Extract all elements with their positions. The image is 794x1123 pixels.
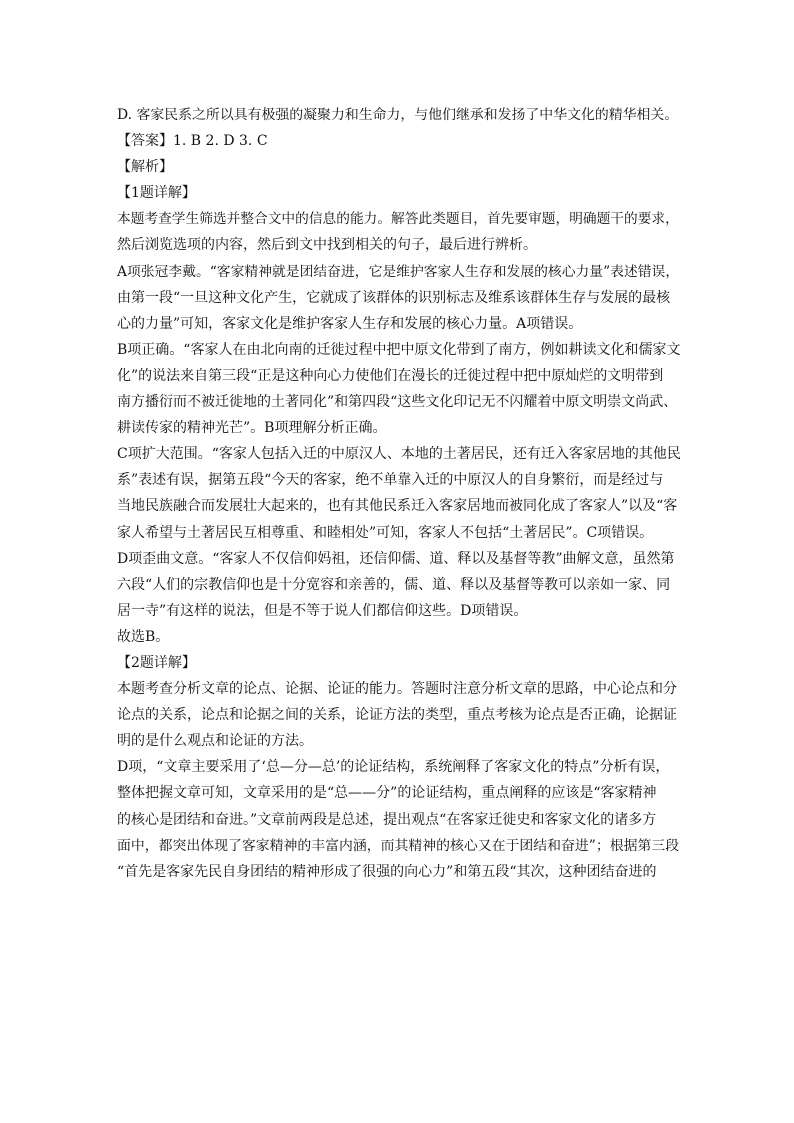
text-line: 耕读传家的精神光芒”。B项理解分析正确。: [117, 420, 387, 437]
text-line: 系”表述有误，据第五段“今天的客家，绝不单靠入迁的中原汉人的自身繁衍，而是经过与: [117, 472, 664, 489]
text-line: 的核心是团结和奋进。”文章前两段是总述，提出观点“在客家迁徙史和客家文化的诸多方: [117, 811, 657, 828]
option-d-line: D. 客家民系之所以具有极强的凝聚力和生命力，与他们继承和发扬了中华文化的精华相关。: [117, 107, 679, 123]
conclusion-line: 故选B。: [117, 628, 170, 645]
q1-heading: 【1题详解】: [117, 185, 196, 202]
text-line: 心的力量”可知，客家文化是维护客家人生存和发展的核心力量。A项错误。: [117, 315, 583, 332]
text-line: 家人希望与土著居民互相尊重、和睦相处”可知，客家人不包括“土著居民”。C项错误。: [117, 524, 654, 541]
text-line: 居一寺”有这样的说法，但是不等于说人们都信仰这些。D项错误。: [117, 602, 528, 619]
text-line: D项，“文章主要采用了‘总—分—总’的论证结构，系统阐释了客家文化的特点”分析有误，: [117, 759, 670, 776]
text-line: 本题考查学生筛选并整合文中的信息的能力。解答此类题目，首先要审题，明确题干的要求，: [117, 211, 679, 228]
text-line: 明的是什么观点和论证的方法。: [117, 733, 313, 750]
text-line: “首先是客家先民自身团结的精神形成了很强的向心力”和第五段“其次，这种团结奋进的: [117, 863, 657, 880]
answer-line: 【答案】1. B 2. D 3. C: [117, 133, 268, 150]
text-line: 论点的关系，论点和论据之间的关系，论证方法的类型，重点考核为论点是否正确，论据证: [117, 707, 677, 724]
document-body: [117, 102, 682, 885]
text-line: 然后浏览选项的内容，然后到文中找到相关的句子，最后进行辨析。: [117, 237, 537, 254]
text-line: B项正确。“客家人在由北向南的迁徙过程中把中原文化带到了南方，例如耕读文化和儒家文: [117, 341, 681, 358]
q2-heading: 【2题详解】: [117, 654, 196, 671]
text-line: 南方播衍而不被迁徙地的土著同化”和第四段“这些文化印记无不闪耀着中原文明崇文尚武、: [117, 394, 678, 411]
text-line: 六段“人们的宗教信仰也是十分宽容和亲善的，儒、道、释以及基督等教可以亲如一家、同: [117, 576, 671, 593]
text-line: 本题考查分析文章的论点、论据、论证的能力。答题时注意分析文章的思路，中心论点和分: [117, 681, 677, 698]
text-line: A项张冠李戴。“客家精神就是团结奋进，它是维护客家人生存和发展的核心力量”表述错误，: [117, 263, 680, 280]
analysis-heading: 【解析】: [117, 159, 173, 176]
text-line: 当地民族融合而发展壮大起来的，也有其他民系迁入客家居地而被同化成了客家人”以及“客: [117, 498, 678, 515]
text-line: 整体把握文章可知，文章采用的是“总——分”的论证结构，重点阐释的应该是“客家精神: [117, 785, 657, 802]
text-line: C项扩大范围。“客家人包括入迁的中原汉人、本地的土著居民，还有迁入客家居地的其他民: [117, 446, 681, 463]
text-line: D项歪曲文意。“客家人不仅信仰妈祖，还信仰儒、道、释以及基督等教”曲解文意，虽然第: [117, 550, 675, 567]
text-line: 面中，都突出体现了客家精神的丰富内涵，而其精神的核心又在于团结和奋进”；根据第三段: [117, 837, 680, 854]
text-line: 由第一段“一旦这种文化产生，它就成了该群体的识别标志及维系该群体生存与发展的最核: [117, 289, 671, 306]
text-line: 化”的说法来自第三段“正是这种向心力使他们在漫长的迁徙过程中把中原灿烂的文明带到: [117, 367, 664, 384]
